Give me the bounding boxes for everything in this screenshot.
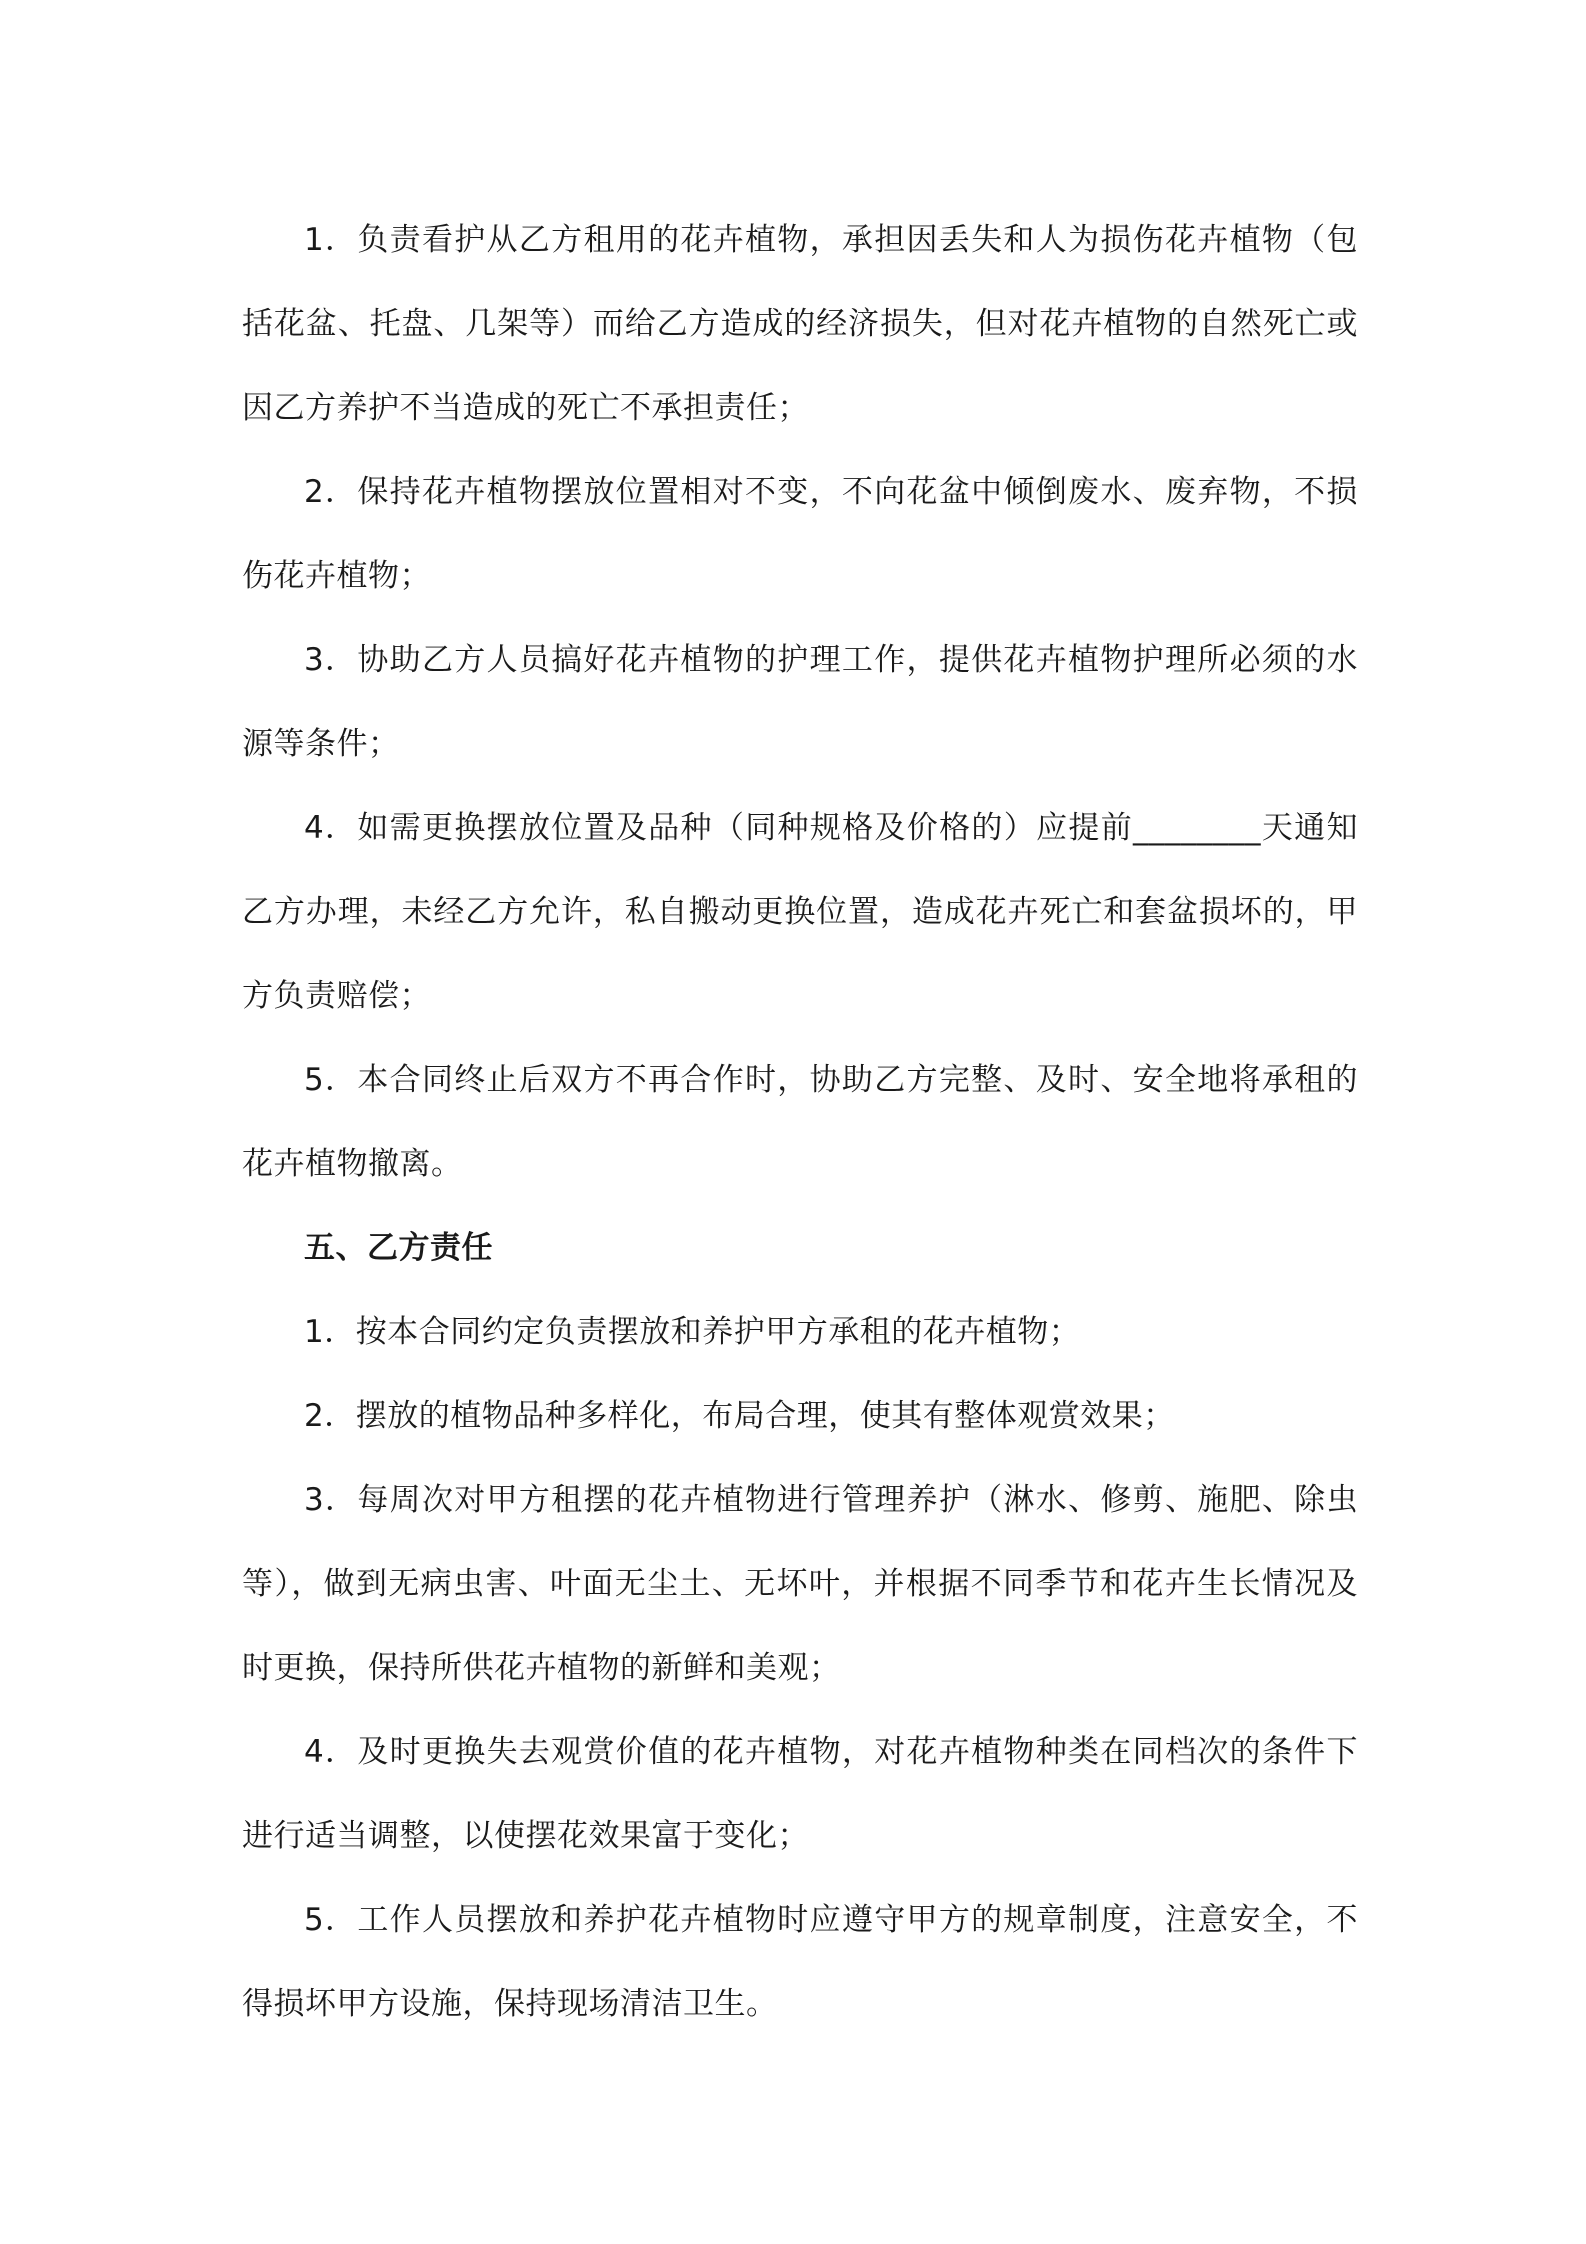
- clause-4-3: 3．协助乙方人员搞好花卉植物的护理工作，提供花卉植物护理所必须的水源等条件；: [242, 642, 1358, 762]
- clause-5-4: 4．及时更换失去观赏价值的花卉植物，对花卉植物种类在同档次的条件下进行适当调整，以使摆花效果富于变化；: [242, 1734, 1358, 1854]
- clause-5-5: 5．工作人员摆放和养护花卉植物时应遵守甲方的规章制度，注意安全，不得损坏甲方设施，保持现场清洁卫生。: [242, 1902, 1358, 2022]
- clause-4-2: 2．保持花卉植物摆放位置相对不变，不向花盆中倾倒废水、废弃物，不损伤花卉植物；: [242, 474, 1358, 594]
- clause-4-1: 1．负责看护从乙方租用的花卉植物，承担因丢失和人为损伤花卉植物（包括花盆、托盘、几架等）而给乙方造成的经济损失，但对花卉植物的自然死亡或因乙方养护不当造成的死亡不承担责任；: [242, 222, 1358, 426]
- clause-5-1: 1．按本合同约定负责摆放和养护甲方承租的花卉植物；: [304, 1314, 1081, 1350]
- document-body: [242, 198, 1358, 2046]
- section-heading: 五、乙方责任: [304, 1230, 493, 1266]
- clause-4-5: 5．本合同终止后双方不再合作时，协助乙方完整、及时、安全地将承租的花卉植物撤离。: [242, 1062, 1358, 1182]
- clause-5-2: 2．摆放的植物品种多样化，布局合理，使其有整体观赏效果；: [304, 1398, 1175, 1434]
- clause-5-3: 3．每周次对甲方租摆的花卉植物进行管理养护（淋水、修剪、施肥、除虫等），做到无病虫害、叶面无尘土、无坏叶，并根据不同季节和花卉生长情况及时更换，保持所供花卉植物的新鲜和美观；: [242, 1482, 1358, 1686]
- clause-4-4: 4．如需更换摆放位置及品种（同种规格及价格的）应提前________天通知乙方办理，未经乙方允许，私自搬动更换位置，造成花卉死亡和套盆损坏的，甲方负责赔偿；: [242, 810, 1358, 1014]
